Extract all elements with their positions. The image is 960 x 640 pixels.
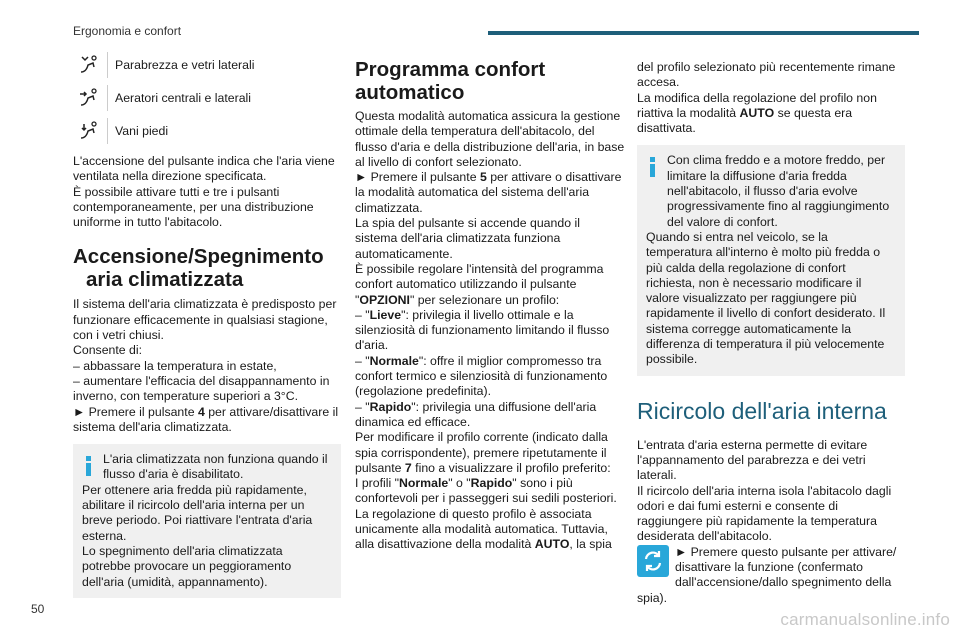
instruction-text: per attivare/disattivare il sistema dell'aria climatizzata. bbox=[73, 404, 339, 434]
text: – " bbox=[355, 307, 370, 322]
paragraph: L'entrata d'aria esterna permette di evitare l'appannamento del parabrezza e dei vetri laterali. bbox=[637, 437, 868, 483]
page-number: 50 bbox=[31, 602, 45, 616]
paragraph: del profilo selezionato più recentemente rimane accesa. bbox=[637, 60, 896, 90]
air-option-label: Aeratori centrali e laterali bbox=[115, 91, 252, 105]
feet-airflow-icon bbox=[73, 118, 108, 144]
instruction bbox=[73, 405, 341, 436]
text: ": privilegia il livello ottimale e la silenziosità di funzionamento limitando il flusso d'aria. bbox=[355, 307, 610, 353]
center-vents-airflow-icon bbox=[73, 85, 108, 111]
text: ": offre il miglior compromesso tra confort termico e silenziosità di funzionamento (regolazione predefinita). bbox=[355, 353, 608, 399]
text: " o " bbox=[448, 476, 471, 491]
list-item: – aumentare l'efficacia del disappannamento in inverno, con temperature superiori a 3°C. bbox=[73, 373, 330, 404]
profile-name: Normale bbox=[399, 476, 449, 491]
paragraph: Il sistema dell'aria climatizzata è predisposto per funzionare efficacemente in qualsiasi stagione, con i vetri chiusi. bbox=[73, 297, 337, 343]
windshield-airflow-icon bbox=[73, 52, 108, 78]
button-number: 7 bbox=[404, 460, 412, 475]
info-icon bbox=[86, 456, 91, 476]
section-heading bbox=[355, 58, 625, 104]
instruction-text: ► Premere il pulsante bbox=[73, 404, 198, 419]
list-item bbox=[355, 354, 625, 400]
air-option-center-vents bbox=[73, 85, 341, 118]
note-text: L'aria climatizzata non funziona quando il flusso d'aria è disabilitato. bbox=[103, 452, 328, 482]
info-note bbox=[73, 444, 341, 598]
section-heading bbox=[73, 245, 341, 291]
paragraph: Il ricircolo dell'aria interna isola l'abitacolo dagli odori e dai fumi esterni e consente di raggiungere più rapidamente la temperatura desiderata dell'abitacolo. bbox=[637, 483, 892, 544]
text: È possibile regolare l'intensità del programma confort automatico utilizzando il pulsante " bbox=[355, 261, 604, 307]
note-text: Per ottenere aria fredda più rapidamente, abilitare il ricircolo dell'aria interna per un breve periodo. Poi riattivare l'entrata d'aria esterna. bbox=[82, 482, 313, 543]
paragraph: La spia del pulsante si accende quando il sistema dell'aria climatizzata funziona automaticamente. bbox=[355, 216, 580, 261]
header-title: Ergonomia e confort bbox=[73, 24, 182, 38]
bold-text: AUTO bbox=[739, 105, 775, 120]
heading-line: Accensione/Spegnimento bbox=[73, 245, 324, 269]
paragraph: L'accensione del pulsante indica che l'aria viene ventilata nella direzione specificata. bbox=[73, 154, 335, 184]
column-2 bbox=[355, 52, 625, 553]
text: , la spia bbox=[569, 537, 612, 552]
section-heading: Ricircolo dell'aria interna bbox=[637, 397, 887, 424]
text: – " bbox=[355, 353, 370, 368]
instruction bbox=[355, 170, 625, 216]
paragraph: Consente di: bbox=[73, 343, 143, 358]
note-text: Lo spegnimento dell'aria climatizzata potrebbe provocare un peggioramento dell'aria (umidità, appannamento). bbox=[82, 543, 292, 589]
air-option-windshield bbox=[73, 52, 341, 85]
recirculation-icon bbox=[637, 545, 669, 577]
air-option-feet bbox=[73, 118, 341, 151]
text: La regolazione di questo profilo è associata unicamente alla modalità automatica. Tuttavia, alla disattivazione della modalità bbox=[355, 506, 608, 552]
text: " per selezionare un profilo: bbox=[409, 292, 560, 307]
button-number: 4 bbox=[197, 404, 205, 419]
text: La modifica della regolazione del profilo non riattiva la modalità bbox=[637, 90, 877, 120]
recirculation-instruction bbox=[637, 545, 905, 606]
text: " sono i più confortevoli per i passeggeri sui sedili posteriori. bbox=[355, 476, 617, 506]
profile-name: Lieve bbox=[369, 307, 402, 322]
list-item: – abbassare la temperatura in estate, bbox=[73, 358, 277, 373]
info-icon bbox=[650, 157, 655, 177]
paragraph: Questa modalità automatica assicura la gestione ottimale della temperatura dell'abitacolo, del flusso d'aria e della distribuzione dell'aria, in base al livello di confort selezionato. bbox=[355, 109, 625, 169]
button-number: 5 bbox=[479, 170, 487, 185]
paragraph: È possibile attivare tutti e tre i pulsanti contemporaneamente, per una distribuzione uniforme in tutto l'abitacolo. bbox=[73, 184, 314, 230]
column-3 bbox=[637, 52, 905, 606]
air-option-label: Vani piedi bbox=[115, 124, 169, 138]
note-text: Quando si entra nel veicolo, se la temperatura all'interno è molto più fredda o più calda della regolazione di confort richiesta, non è necessario modificare il valore visualizzato per raggiungere più rapidamente il livello di confort desiderato. Il sistema corregge automaticamente la differenza di temperatura il più velocemente possibile. bbox=[646, 229, 886, 367]
info-note bbox=[637, 145, 905, 375]
text: I profili " bbox=[355, 476, 399, 491]
paragraph bbox=[355, 476, 625, 507]
watermark: carmanualsonline.info bbox=[780, 610, 950, 629]
paragraph bbox=[637, 91, 905, 137]
heading-line: automatico bbox=[355, 81, 465, 104]
instruction-text: ► Premere questo pulsante per attivare/ disattivare la funzione (confermato dall'accensione/dallo spegnimento della spia). bbox=[637, 544, 897, 605]
instruction-text: per attivare o disattivare la modalità automatica del sistema dell'aria climatizzata. bbox=[355, 170, 622, 215]
header-accent-bar bbox=[488, 31, 919, 35]
heading-line: aria climatizzata bbox=[86, 268, 244, 292]
heading-line: Programma confort bbox=[355, 58, 546, 81]
air-option-label: Parabrezza e vetri laterali bbox=[115, 58, 255, 72]
paragraph bbox=[355, 507, 625, 553]
profile-name: Rapido bbox=[369, 399, 412, 414]
text: ": privilegia una diffusione dell'aria dinamica ed efficace. bbox=[355, 399, 597, 429]
list-item bbox=[355, 400, 625, 431]
bold-text: AUTO bbox=[534, 537, 570, 552]
paragraph bbox=[355, 262, 625, 308]
text: se questa era disattivata. bbox=[637, 105, 853, 136]
instruction-text: ► Premere il pulsante bbox=[355, 170, 480, 185]
column-1 bbox=[73, 52, 341, 598]
note-text: Con clima freddo e a motore freddo, per limitare la diffusione d'aria fredda nell'abitacolo, il flusso d'aria evolve progressivamente fino al raggiungimento del valore di confort. bbox=[667, 153, 890, 229]
paragraph bbox=[355, 430, 625, 476]
profile-name: Normale bbox=[369, 353, 419, 368]
text: fino a visualizzare il profilo preferito: bbox=[411, 460, 611, 475]
list-item bbox=[355, 308, 625, 354]
profile-name: Rapido bbox=[470, 476, 513, 491]
text: – " bbox=[355, 399, 370, 414]
text: Per modificare il profilo corrente (indicato dalla spia corrispondente), premere ripetutamente il pulsante bbox=[355, 430, 608, 475]
bold-text: OPZIONI bbox=[359, 292, 410, 307]
